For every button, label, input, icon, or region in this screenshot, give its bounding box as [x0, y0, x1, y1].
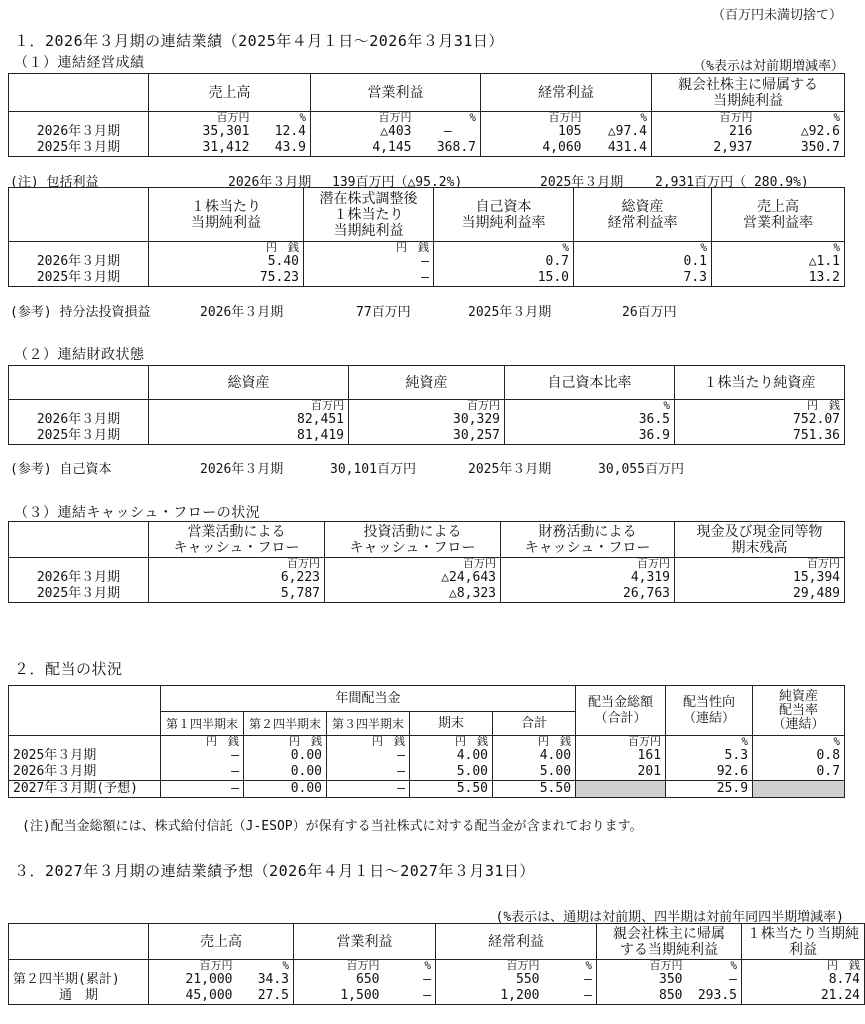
cell: 6,223 — [149, 570, 325, 586]
header-annual-dividend: 年間配当金 — [161, 686, 576, 712]
unit-cell: % — [586, 112, 652, 125]
unit-cell: 円 銭 — [675, 400, 845, 413]
header-total-dividend: 配当金総額 （合計） — [576, 686, 666, 736]
cell: 82,451 — [149, 412, 349, 428]
cell: — — [384, 988, 436, 1005]
cell: 26,763 — [501, 586, 675, 603]
header-ordinary-income: 経常利益 — [436, 924, 597, 960]
unit-cell: 百万円 — [149, 112, 254, 125]
unit-cell: 円 銭 — [327, 736, 410, 749]
header-blank — [9, 188, 149, 242]
header-investing-cf: 投資活動による キャッシュ・フロー — [325, 522, 501, 558]
cell: 4.00 — [410, 748, 493, 764]
unit-cell: 百万円 — [349, 400, 505, 413]
cell: — — [327, 748, 410, 764]
cell: 13.2 — [712, 270, 845, 287]
cell: 36.9 — [505, 428, 675, 445]
row-label: 2025年３月期 — [9, 748, 161, 764]
forecast-pct-note: (%表示は、通期は対前期、四半期は対前年同四半期増減率) — [495, 910, 844, 925]
cell: 21.24 — [742, 988, 865, 1005]
unit-cell: % — [544, 960, 597, 973]
cell: 8.74 — [742, 972, 865, 988]
header-blank — [9, 366, 149, 400]
header-payout-ratio: 配当性向 （連結） — [666, 686, 753, 736]
header-net-income: 親会社株主に帰属 する当期純利益 — [597, 924, 742, 960]
cell: — — [384, 972, 436, 988]
header-q2: 第２四半期末 — [244, 712, 327, 736]
per-share-table — [8, 187, 845, 287]
dividends-table — [8, 685, 845, 798]
row-label: 2025年３月期 — [9, 586, 149, 603]
unit-cell: % — [666, 736, 753, 749]
cell: — — [327, 781, 410, 798]
cell: 25.9 — [666, 781, 753, 798]
header-bps: １株当たり純資産 — [675, 366, 845, 400]
row-label: 2025年３月期 — [9, 428, 149, 445]
cell: 5.3 — [666, 748, 753, 764]
equity-method-value2: 26百万円 — [622, 305, 677, 320]
row-label: 2025年３月期 — [9, 270, 149, 287]
header-q3: 第３四半期末 — [327, 712, 410, 736]
cell: — — [304, 270, 434, 287]
cell: — — [304, 254, 434, 270]
shaded-cell — [576, 781, 666, 798]
cell: 2,937 — [652, 140, 757, 157]
equity-ref-value1: 30,101百万円 — [330, 462, 416, 477]
header-eps: １株当たり 当期純利益 — [149, 188, 304, 242]
cell: 4,145 — [311, 140, 416, 157]
cell: 5.40 — [149, 254, 304, 270]
row-label: 2025年３月期 — [9, 140, 149, 157]
cell: 350.7 — [757, 140, 845, 157]
equity-method-year1: 2026年３月期 — [200, 305, 284, 320]
cell: 751.36 — [675, 428, 845, 445]
unit-cell: % — [416, 112, 481, 125]
unit-cell: % — [712, 242, 845, 255]
header-sales: 売上高 — [149, 924, 294, 960]
cell: 550 — [436, 972, 544, 988]
cell: 75.23 — [149, 270, 304, 287]
header-diluted-eps: 潜在株式調整後 １株当たり 当期純利益 — [304, 188, 434, 242]
unit-cell: % — [687, 960, 742, 973]
cell: 15,394 — [675, 570, 845, 586]
header-year-end: 期末 — [410, 712, 493, 736]
unit-note: （百万円未満切捨て） — [711, 8, 842, 23]
cell: 650 — [294, 972, 384, 988]
equity-method-value1: 77百万円 — [356, 305, 411, 320]
equity-ref-value2: 30,055百万円 — [598, 462, 684, 477]
cell: 21,000 — [149, 972, 237, 988]
section1-title: １．2026年３月期の連結業績（2025年４月１日～2026年３月31日） — [14, 32, 504, 50]
unit-cell: 百万円 — [501, 558, 675, 571]
cell: 850 — [597, 988, 687, 1005]
cell: 5.00 — [410, 764, 493, 781]
cell: 201 — [576, 764, 666, 781]
cell: 216 — [652, 124, 757, 140]
cell: 81,419 — [149, 428, 349, 445]
unit-cell: % — [574, 242, 712, 255]
forecast-table — [8, 923, 865, 1005]
cell: 0.00 — [244, 764, 327, 781]
row-label: 通 期 — [9, 988, 149, 1005]
cell: — — [161, 781, 244, 798]
cell: 5.00 — [493, 764, 576, 781]
comprehensive-income-value1: 139百万円（△95.2%) — [332, 175, 463, 190]
unit-cell: 百万円 — [652, 112, 757, 125]
header-operating-margin: 売上高 営業利益率 — [712, 188, 845, 242]
cell: 15.0 — [434, 270, 574, 287]
unit-cell: 円 銭 — [149, 242, 304, 255]
cell: 105 — [481, 124, 586, 140]
comprehensive-income-year1: 2026年３月期 — [228, 175, 312, 190]
cell: 31,412 — [149, 140, 254, 157]
header-blank — [9, 686, 161, 736]
header-roe: 自己資本 当期純利益率 — [434, 188, 574, 242]
cell: 43.9 — [254, 140, 311, 157]
header-blank — [9, 74, 149, 112]
header-operating-income: 営業利益 — [311, 74, 481, 112]
cell: 7.3 — [574, 270, 712, 287]
unit-cell: 百万円 — [481, 112, 586, 125]
cell: 0.00 — [244, 781, 327, 798]
financial-position-table — [8, 365, 845, 445]
header-cash-end: 現金及び現金同等物 期末残高 — [675, 522, 845, 558]
cell: 92.6 — [666, 764, 753, 781]
unit-cell: % — [434, 242, 574, 255]
table3-subtitle: （２）連結財政状態 — [14, 347, 145, 363]
cell: △24,643 — [325, 570, 501, 586]
unit-cell: 円 銭 — [161, 736, 244, 749]
header-operating-cf: 営業活動による キャッシュ・フロー — [149, 522, 325, 558]
equity-ref-year1: 2026年３月期 — [200, 462, 284, 477]
header-operating-income: 営業利益 — [294, 924, 436, 960]
unit-cell: % — [757, 112, 845, 125]
header-doe: 純資産 配当率 （連結） — [753, 686, 845, 736]
cell: △403 — [311, 124, 416, 140]
cell: 293.5 — [687, 988, 742, 1005]
unit-cell: 百万円 — [436, 960, 544, 973]
unit-cell: 百万円 — [149, 558, 325, 571]
unit-cell: 円 銭 — [493, 736, 576, 749]
row-label: 2026年３月期 — [9, 124, 149, 140]
unit-cell: 百万円 — [325, 558, 501, 571]
unit-cell: 百万円 — [576, 736, 666, 749]
cell: 0.1 — [574, 254, 712, 270]
cell: 0.7 — [753, 764, 845, 781]
header-net-income: 親会社株主に帰属する 当期純利益 — [652, 74, 845, 112]
equity-ref-label: (参考) 自己資本 — [10, 462, 112, 477]
cell: — — [161, 748, 244, 764]
row-label: 2026年３月期 — [9, 764, 161, 781]
operating-results-table — [8, 73, 845, 157]
table1-subtitle: （１）連結経営成績 — [14, 55, 145, 71]
header-net-assets: 純資産 — [349, 366, 505, 400]
unit-cell: 百万円 — [149, 400, 349, 413]
section3-title: ３．2027年３月期の連結業績予想（2026年４月１日～2027年３月31日） — [14, 862, 535, 880]
header-financing-cf: 財務活動による キャッシュ・フロー — [501, 522, 675, 558]
cell: 368.7 — [416, 140, 481, 157]
unit-cell: % — [753, 736, 845, 749]
cell: 0.8 — [753, 748, 845, 764]
cell: — — [161, 764, 244, 781]
row-label: 2026年３月期 — [9, 412, 149, 428]
unit-cell: 円 銭 — [410, 736, 493, 749]
unit-cell: 円 銭 — [304, 242, 434, 255]
header-total-assets: 総資産 — [149, 366, 349, 400]
cell: △97.4 — [586, 124, 652, 140]
unit-cell: 百万円 — [311, 112, 416, 125]
row-label: 2026年３月期 — [9, 570, 149, 586]
comprehensive-income-value2: 2,931百万円（ 280.9%) — [655, 175, 809, 190]
unit-cell: 百万円 — [675, 558, 845, 571]
shaded-cell — [753, 781, 845, 798]
cell: — — [416, 124, 481, 140]
cell: — — [687, 972, 742, 988]
cell: 5.50 — [410, 781, 493, 798]
header-total: 合計 — [493, 712, 576, 736]
unit-cell: % — [237, 960, 294, 973]
cell: — — [544, 988, 597, 1005]
dividend-note: (注)配当金総額には、株式給付信託（J-ESOP）が保有する当社株式に対する配当金が含まれております。 — [22, 819, 643, 834]
cell: 27.5 — [237, 988, 294, 1005]
cell: — — [544, 972, 597, 988]
unit-cell: 円 銭 — [244, 736, 327, 749]
row-label: 2027年３月期(予想) — [9, 781, 161, 798]
cell: 752.07 — [675, 412, 845, 428]
unit-cell: % — [505, 400, 675, 413]
header-sales: 売上高 — [149, 74, 311, 112]
cell: 34.3 — [237, 972, 294, 988]
table1-pct-note: （%表示は対前期増減率） — [693, 59, 844, 74]
header-eps: １株当たり当期純 利益 — [742, 924, 865, 960]
unit-cell: % — [254, 112, 311, 125]
comprehensive-income-year2: 2025年３月期 — [540, 175, 624, 190]
cell: 0.7 — [434, 254, 574, 270]
cell: 4.00 — [493, 748, 576, 764]
cell: △92.6 — [757, 124, 845, 140]
unit-cell: 百万円 — [597, 960, 687, 973]
cell: — — [327, 764, 410, 781]
unit-cell: 百万円 — [294, 960, 384, 973]
cell: 35,301 — [149, 124, 254, 140]
header-blank — [9, 522, 149, 558]
cell: 4,060 — [481, 140, 586, 157]
cell: 36.5 — [505, 412, 675, 428]
cell: 4,319 — [501, 570, 675, 586]
cell: 30,257 — [349, 428, 505, 445]
unit-cell: % — [384, 960, 436, 973]
cell: 45,000 — [149, 988, 237, 1005]
equity-method-label: (参考) 持分法投資損益 — [10, 305, 151, 320]
table4-subtitle: （３）連結キャッシュ・フローの状況 — [14, 505, 261, 521]
cell: 29,489 — [675, 586, 845, 603]
comprehensive-income-label: (注) 包括利益 — [10, 175, 99, 190]
header-ordinary-income: 経常利益 — [481, 74, 652, 112]
unit-cell: 円 銭 — [742, 960, 865, 973]
cell: 350 — [597, 972, 687, 988]
header-roa: 総資産 経常利益率 — [574, 188, 712, 242]
cell: 0.00 — [244, 748, 327, 764]
equity-ref-year2: 2025年３月期 — [468, 462, 552, 477]
unit-cell: 百万円 — [149, 960, 237, 973]
cell: △1.1 — [712, 254, 845, 270]
header-blank — [9, 924, 149, 960]
cell: 1,500 — [294, 988, 384, 1005]
section2-title: ２．配当の状況 — [14, 660, 123, 678]
cell: 5,787 — [149, 586, 325, 603]
cell: 1,200 — [436, 988, 544, 1005]
cash-flow-table — [8, 521, 845, 603]
equity-method-year2: 2025年３月期 — [468, 305, 552, 320]
cell: △8,323 — [325, 586, 501, 603]
header-equity-ratio: 自己資本比率 — [505, 366, 675, 400]
row-label: 2026年３月期 — [9, 254, 149, 270]
header-q1: 第１四半期末 — [161, 712, 244, 736]
cell: 12.4 — [254, 124, 311, 140]
cell: 161 — [576, 748, 666, 764]
cell: 431.4 — [586, 140, 652, 157]
row-label: 第２四半期(累計) — [9, 972, 149, 988]
cell: 5.50 — [493, 781, 576, 798]
cell: 30,329 — [349, 412, 505, 428]
